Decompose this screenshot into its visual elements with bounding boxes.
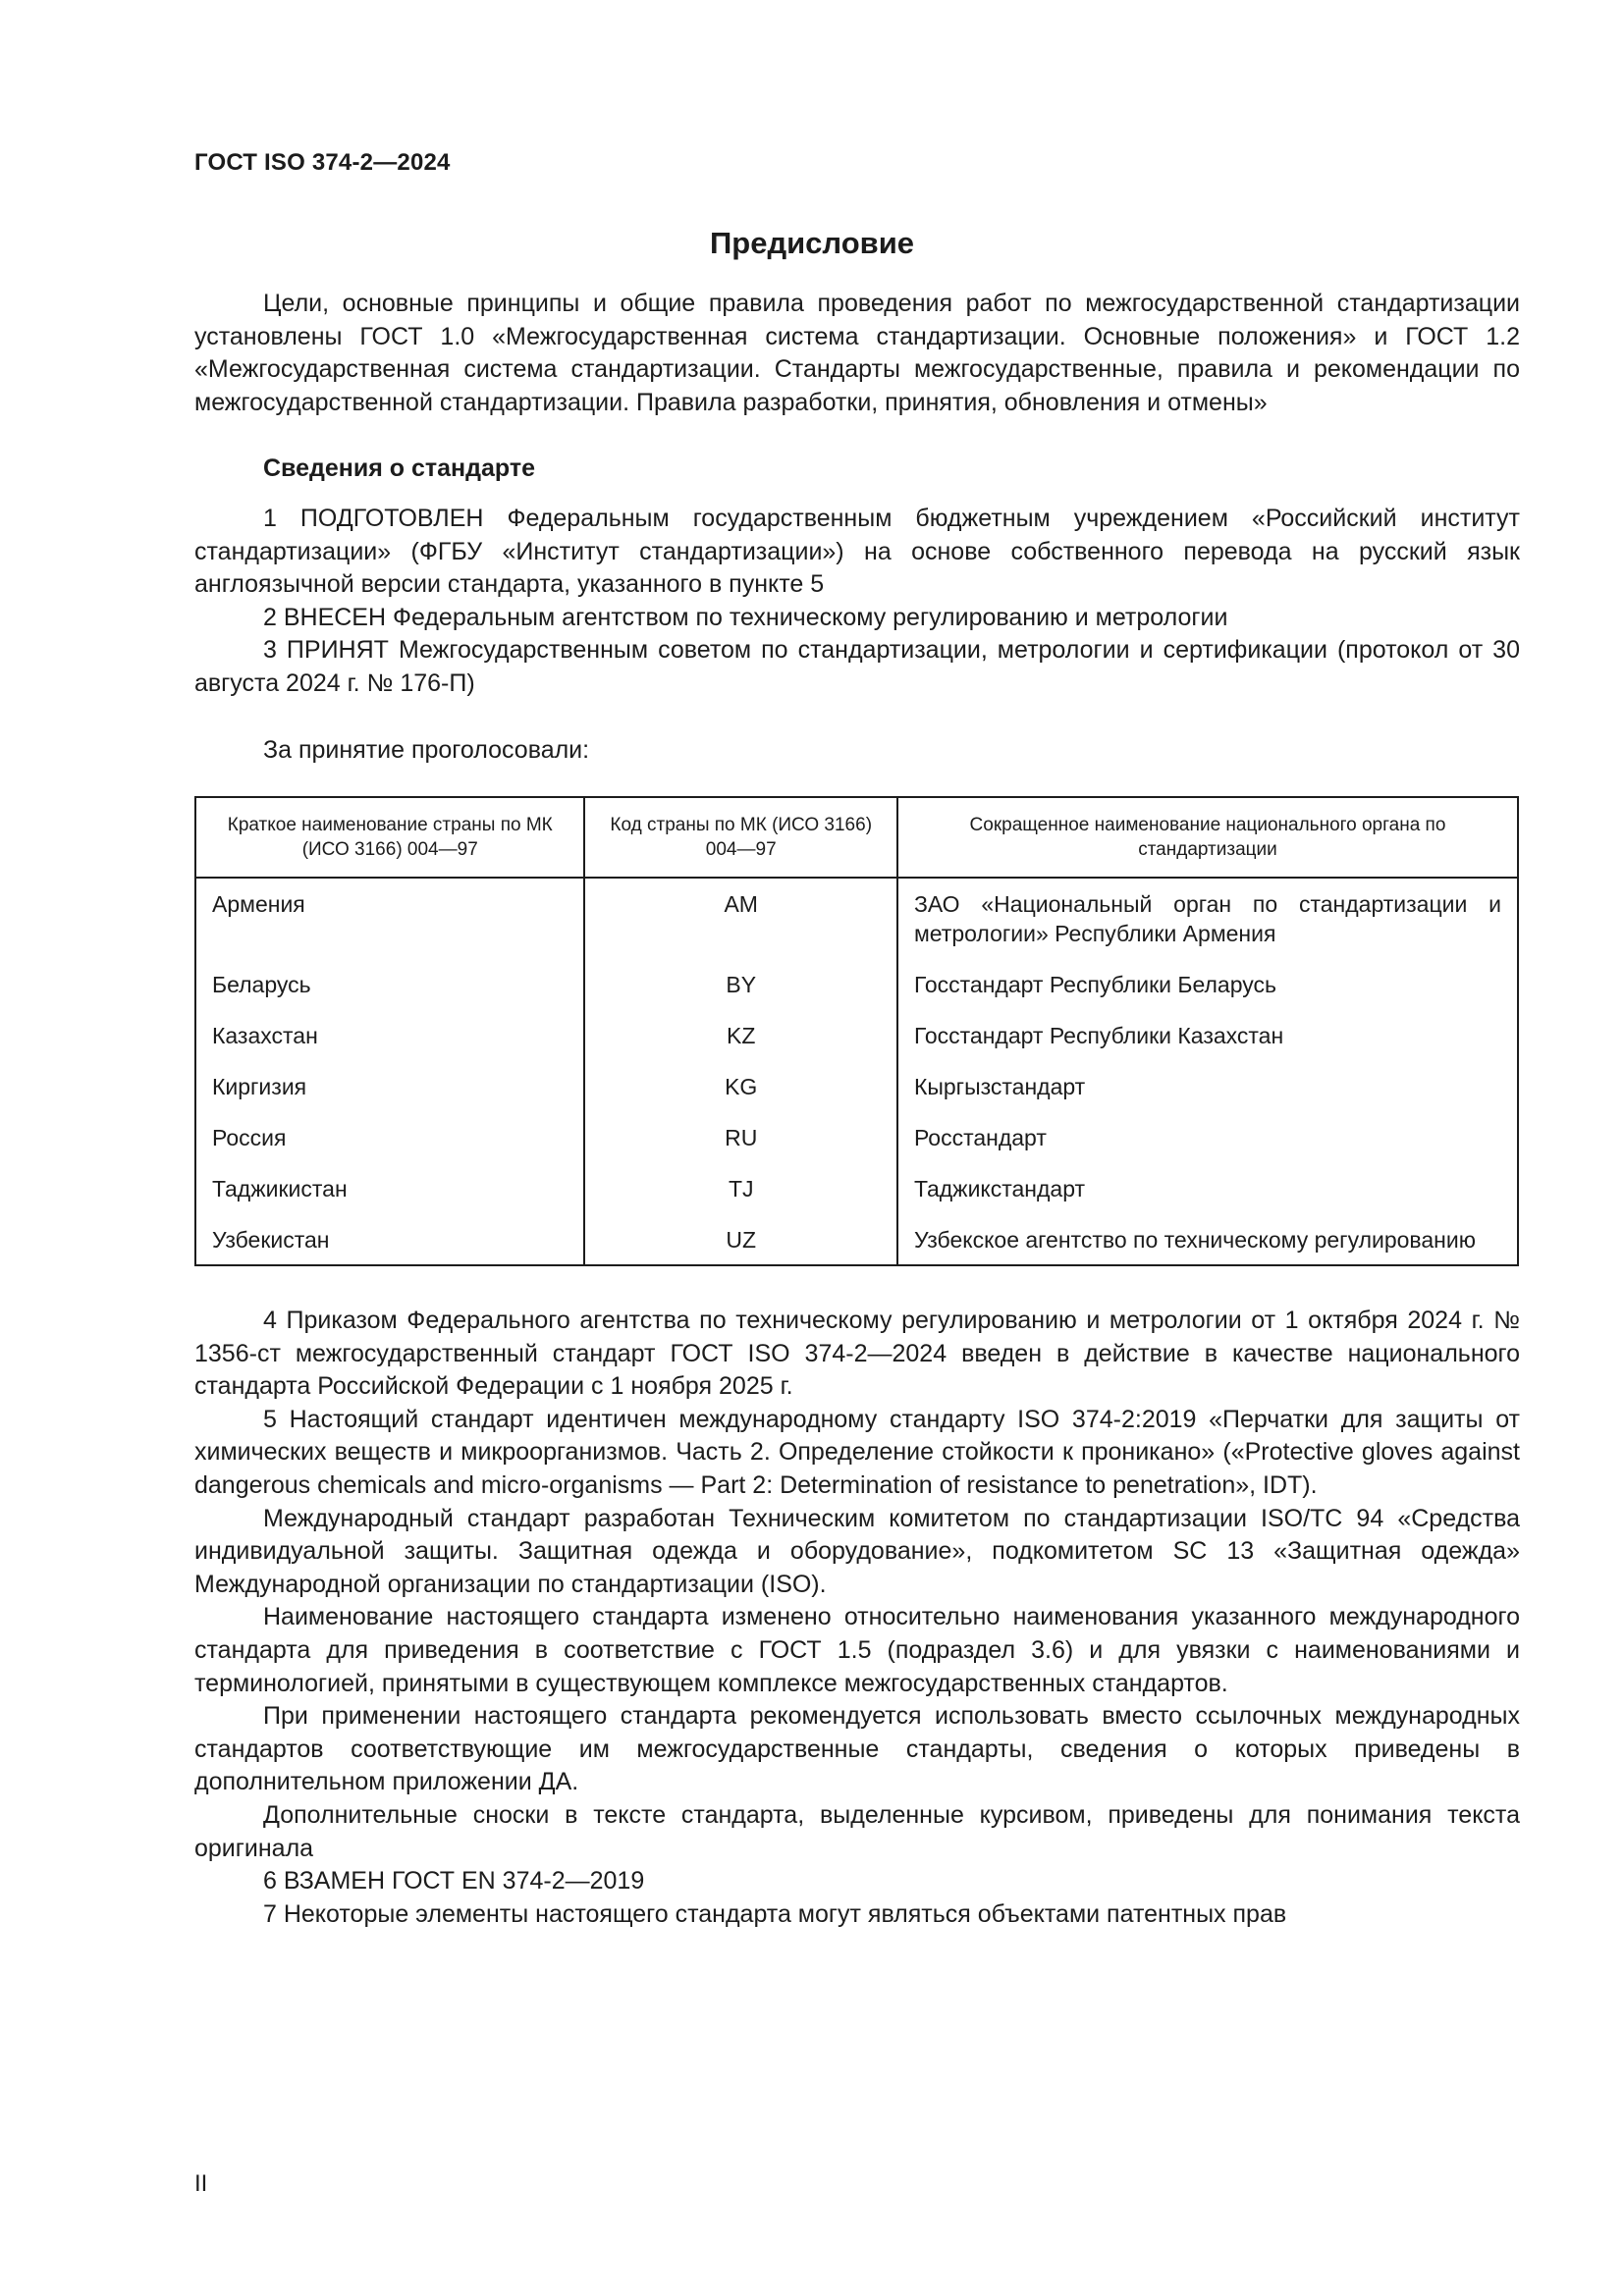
code-cell: TJ <box>584 1166 896 1217</box>
code-cell: UZ <box>584 1217 896 1265</box>
item-2: 2 ВНЕСЕН Федеральным агентством по техническому регулированию и метрологии <box>263 603 1228 631</box>
header-national-body: Сокращенное наименование национального органа по стандартизации <box>897 797 1518 878</box>
country-cell: Беларусь <box>195 962 584 1013</box>
page-title: Предисловие <box>709 226 914 260</box>
item-1: 1 ПОДГОТОВЛЕН Федеральным государственным бюджетным учреждением «Российский институт стандартизации» (ФГБУ «Институт стандартизации») на основе собственного перевода на русский язык англоязычной версии стандарта, указанного в пункте 5 <box>194 504 1520 599</box>
code-cell: AM <box>584 878 896 962</box>
org-cell: Госстандарт Республики Казахстан <box>897 1013 1518 1064</box>
intro-paragraph: Цели, основные принципы и общие правила проведения работ по межгосударственной стандартизации установлены ГОСТ 1.0 «Межгосударственная система стандартизации. Основные положения» и ГОСТ 1.2 «Межгосударственная система стандартизации. Стандарты межгосударственные, правила и рекомендации по межгосударственной стандартизации. Правила разработки, принятия, обновления и отмены» <box>194 290 1520 416</box>
item-5: 5 Настоящий стандарт идентичен международному стандарту ISO 374-2:2019 «Перчатки для защиты от химических веществ и микроорганизмов. Часть 2. Определение стойкости к проникано» («Protective gloves against dangerous chemicals and micro-organisms — Part 2: Determination of resistance to penetration», IDT). <box>194 1405 1520 1499</box>
org-cell: Таджикстандарт <box>897 1166 1518 1217</box>
item-3: 3 ПРИНЯТ Межгосударственным советом по стандартизации, метрологии и сертификации (протокол от 30 августа 2024 г. № 176-П) <box>194 636 1520 697</box>
details-block <box>194 1305 1520 1931</box>
voted-label: За принятие проголосовали: <box>263 735 590 764</box>
org-cell: Госстандарт Республики Беларусь <box>897 962 1518 1013</box>
table-row <box>195 878 1518 962</box>
country-cell: Казахстан <box>195 1013 584 1064</box>
info-heading: Сведения о стандарте <box>263 454 536 483</box>
preface-block <box>194 288 1520 767</box>
country-cell: Россия <box>195 1115 584 1166</box>
org-cell: ЗАО «Национальный орган по стандартизации и метрологии» Республики Армения <box>897 878 1518 962</box>
code-cell: KZ <box>584 1013 896 1064</box>
item-5-committee: Международный стандарт разработан Техническим комитетом по стандартизации ISO/TC 94 «Средства индивидуальной защиты. Защитная одежда и оборудование», подкомитетом SC 13 «Защитная одежда» Международной организации по стандартизации (ISO). <box>194 1504 1520 1598</box>
code-cell: BY <box>584 962 896 1013</box>
country-cell: Армения <box>195 878 584 962</box>
country-cell: Киргизия <box>195 1064 584 1115</box>
country-cell: Таджикистан <box>195 1166 584 1217</box>
header-country-name: Краткое наименование страны по МК (ИСО 3166) 004—97 <box>195 797 584 878</box>
item-5-references-note: При применении настоящего стандарта рекомендуется использовать вместо ссылочных международных стандартов соответствующие им межгосударственные стандарты, сведения о которых приведены в дополнительном приложении ДА. <box>194 1702 1520 1796</box>
table-row <box>195 1013 1518 1064</box>
table-row <box>195 962 1518 1013</box>
item-5-title-note: Наименование настоящего стандарта изменено относительно наименования указанного международного стандарта для приведения в соответствие с ГОСТ 1.5 (подраздел 3.6) и для увязки с наименованиями и терминологией, принятыми в существующем комплексе межгосударственных стандартов. <box>194 1603 1520 1697</box>
header-country-code: Код страны по МК (ИСО 3166) 004—97 <box>584 797 896 878</box>
org-cell: Кыргызстандарт <box>897 1064 1518 1115</box>
org-cell: Узбекское агентство по техническому регулированию <box>897 1217 1518 1265</box>
table-row <box>195 1064 1518 1115</box>
code-cell: KG <box>584 1064 896 1115</box>
document-header-id: ГОСТ ISO 374-2—2024 <box>194 149 451 176</box>
table-row <box>195 1217 1518 1265</box>
org-cell: Росстандарт <box>897 1115 1518 1166</box>
table-row <box>195 1115 1518 1166</box>
table-row <box>195 1166 1518 1217</box>
item-7: 7 Некоторые элементы настоящего стандарта могут являться объектами патентных прав <box>263 1899 1287 1928</box>
item-5-footnotes-note: Дополнительные сноски в тексте стандарта, выделенные курсивом, приведены для понимания текста оригинала <box>194 1800 1520 1862</box>
item-4: 4 Приказом Федерального агентства по техническому регулированию и метрологии от 1 октября 2024 г. № 1356-ст межгосударственный стандарт ГОСТ ISO 374-2—2024 введен в действие в качестве национального стандарта Российской Федерации с 1 ноября 2025 г. <box>194 1307 1520 1401</box>
page-number: II <box>194 2170 208 2197</box>
country-cell: Узбекистан <box>195 1217 584 1265</box>
voters-table <box>194 796 1519 1266</box>
table-header-row <box>195 797 1518 878</box>
item-6: 6 ВЗАМЕН ГОСТ EN 374-2—2019 <box>263 1867 645 1896</box>
code-cell: RU <box>584 1115 896 1166</box>
